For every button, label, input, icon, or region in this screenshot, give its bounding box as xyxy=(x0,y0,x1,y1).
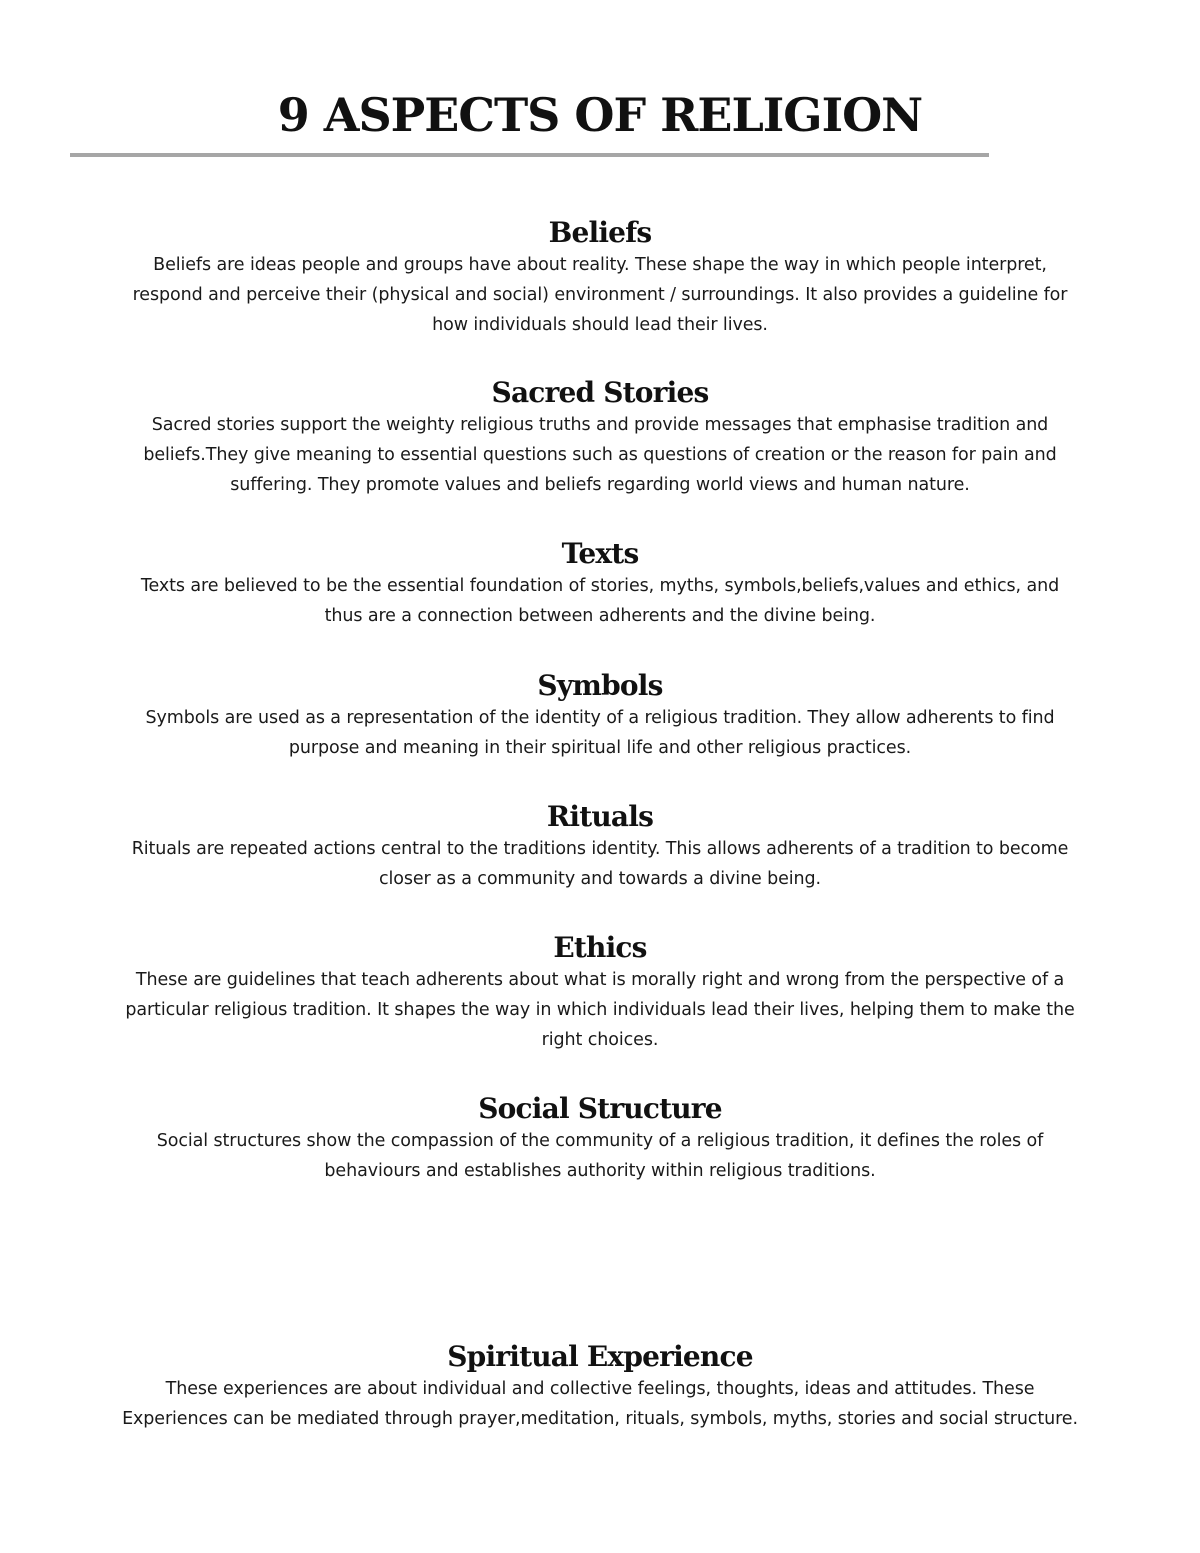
section-heading: Symbols xyxy=(537,669,663,702)
section-heading: Texts xyxy=(561,537,639,570)
section-body: Rituals are repeated actions central to the traditions identity. This allows adherents of a tradition to become closer as a community and towards a divine being. xyxy=(131,839,1069,889)
section-heading: Ethics xyxy=(553,931,647,964)
section-beliefs xyxy=(120,216,1080,340)
section-body: Beliefs are ideas people and groups have about reality. These shape the way in which people interpret, respond and perceive their (physical and social) environment / surroundings. It also provides a guideline for how individuals should lead their lives. xyxy=(132,255,1068,335)
section-body: These are guidelines that teach adherents about what is morally right and wrong from the perspective of a particular religious tradition. It shapes the way in which individuals lead their lives, helping them to make the right choices. xyxy=(125,970,1075,1050)
section-body: Social structures show the compassion of the community of a religious tradition, it defines the roles of behaviours and establishes authority within religious traditions. xyxy=(156,1131,1044,1181)
section-body: Symbols are used as a representation of the identity of a religious tradition. They allow adherents to find purpose and meaning in their spiritual life and other religious practices. xyxy=(145,708,1055,758)
section-spiritual-experience xyxy=(120,1340,1080,1434)
section-ethics xyxy=(120,931,1080,1055)
title-divider xyxy=(70,153,989,157)
section-body: Texts are believed to be the essential foundation of stories, myths, symbols,beliefs,values and ethics, and thus are a connection between adherents and the divine being. xyxy=(140,576,1060,626)
section-sacred-stories xyxy=(120,376,1080,500)
section-heading: Beliefs xyxy=(548,216,652,249)
section-symbols xyxy=(120,669,1080,763)
section-body: These experiences are about individual and collective feelings, thoughts, ideas and attitudes. These Experiences can be mediated through prayer,meditation, rituals, symbols, myths, stories and social structure. xyxy=(122,1379,1078,1429)
section-texts xyxy=(120,537,1080,631)
page-title: 9 ASPECTS OF RELIGION xyxy=(277,88,923,142)
section-heading: Rituals xyxy=(546,800,654,833)
section-rituals xyxy=(120,800,1080,894)
section-heading: Social Structure xyxy=(478,1092,722,1125)
section-heading: Spiritual Experience xyxy=(447,1340,753,1373)
section-body: Sacred stories support the weighty religious truths and provide messages that emphasise tradition and beliefs.They give meaning to essential questions such as questions of creation or the reason for pain and suffering. They promote values and beliefs regarding world views and human nature. xyxy=(143,415,1057,495)
section-heading: Sacred Stories xyxy=(491,376,709,409)
section-social-structure xyxy=(120,1092,1080,1186)
